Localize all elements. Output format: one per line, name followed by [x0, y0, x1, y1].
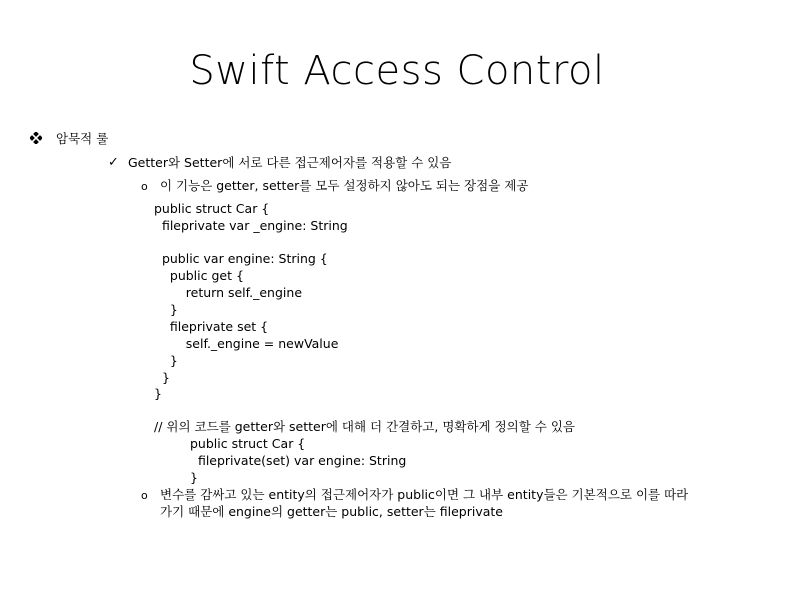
code-line: }: [190, 470, 198, 485]
code-line: }: [154, 386, 162, 401]
code-line: public struct Car {: [190, 436, 306, 451]
code-comment: // 위의 코드를 getter와 setter에 대해 더 간결하고, 명확하게 정의할 수 있음: [154, 419, 575, 434]
code-line: fileprivate var _engine: String: [154, 218, 348, 233]
check-bullet-icon: ✓: [108, 155, 119, 170]
code-line: public get {: [154, 268, 244, 283]
code-line: return self._engine: [154, 285, 303, 300]
code-line: public struct Car {: [154, 201, 270, 216]
slide-title: Swift Access Control: [189, 48, 605, 94]
code-line: }: [154, 353, 178, 368]
bullet-level2: Getter와 Setter에 서로 다른 접근제어자를 적용할 수 있음: [128, 155, 452, 170]
code-line: fileprivate set {: [154, 319, 269, 334]
code-line: fileprivate(set) var engine: String: [190, 453, 407, 468]
code-line: }: [154, 370, 170, 385]
code-line: public var engine: String {: [154, 251, 328, 266]
circle-bullet-icon: o: [141, 489, 148, 502]
bullet-level3-a: 이 기능은 getter, setter를 모두 설정하지 않아도 되는 장점을 제공: [160, 178, 529, 193]
diamond-bullet-icon: [30, 132, 42, 144]
bullet-level1: 암묵적 룰: [56, 131, 109, 146]
bullet-level3-b-line1: 변수를 감싸고 있는 entity의 접근제어자가 public이면 그 내부 entity들은 기본적으로 이를 따라: [160, 487, 689, 502]
code-line: self._engine = newValue: [154, 336, 339, 351]
circle-bullet-icon: o: [141, 180, 148, 193]
bullet-level3-b-line2: 가기 때문에 engine의 getter는 public, setter는 fileprivate: [160, 504, 503, 519]
code-line: }: [154, 302, 178, 317]
